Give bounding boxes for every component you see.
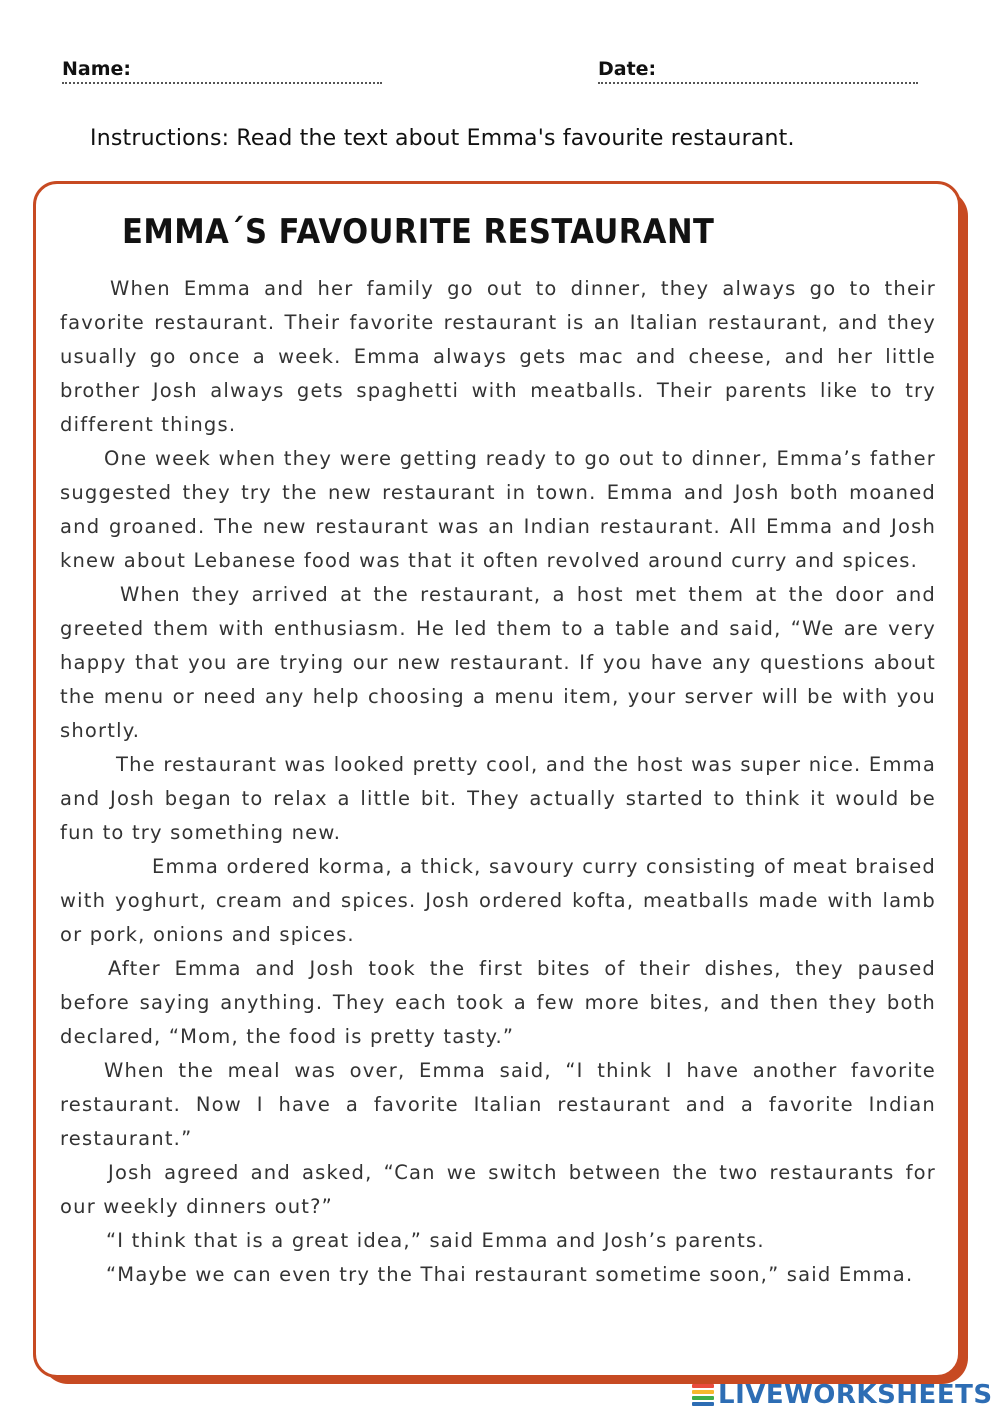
name-label: Name:	[62, 58, 132, 80]
paragraph: “I think that is a great idea,” said Emma and Josh’s parents.	[106, 1229, 765, 1252]
paragraph: One week when they were getting ready to go out to dinner, Emma’s father suggested they try the new restaurant in town. Emma and Josh both moaned and groaned. The new restaurant was an Indian restaurant. All Emma and Josh knew about Lebanese food was that it often revolved around curry and spices.	[60, 447, 936, 572]
brand-logo[interactable]	[692, 1380, 993, 1410]
paragraph: When the meal was over, Emma said, “I think I have another favorite restaurant. Now I have a favorite Italian restaurant and a favorite Indian restaurant.”	[60, 1059, 936, 1150]
paragraph: When Emma and her family go out to dinner, they always go to their favorite restaurant. Their favorite restaurant is an Italian restaurant, and they usually go once a week. Emma always gets mac and cheese, and her little brother Josh always gets spaghetti with meatballs. Their parents like to try different things.	[60, 277, 936, 436]
story-title: EMMA´S FAVOURITE RESTAURANT	[122, 212, 715, 252]
date-line	[598, 82, 918, 84]
date-field[interactable]	[598, 58, 656, 80]
paragraph: When they arrived at the restaurant, a host met them at the door and greeted them with enthusiasm. He led them to a table and said, “We are very happy that you are trying our new restaurant. If you have any questions about the menu or need any help choosing a menu item, your server will be with you shortly.	[60, 583, 936, 742]
brand-name: LIVEWORKSHEETS	[718, 1380, 993, 1410]
paragraph: The restaurant was looked pretty cool, and the host was super nice. Emma and Josh began to relax a little bit. They actually started to think it would be fun to try something new.	[60, 753, 936, 844]
liveworksheets-icon	[692, 1383, 714, 1407]
story-text	[60, 272, 936, 1292]
paragraph: “Maybe we can even try the Thai restaurant sometime soon,” said Emma.	[106, 1263, 914, 1286]
instructions: Instructions: Read the text about Emma's favourite restaurant.	[90, 126, 795, 151]
name-line	[62, 82, 382, 84]
date-label: Date:	[598, 58, 657, 80]
paragraph: After Emma and Josh took the first bites of their dishes, they paused before saying anything. They each took a few more bites, and then they both declared, “Mom, the food is pretty tasty.”	[60, 957, 936, 1048]
name-field[interactable]	[62, 58, 131, 80]
paragraph: Emma ordered korma, a thick, savoury curry consisting of meat braised with yoghurt, cream and spices. Josh ordered kofta, meatballs made with lamb or pork, onions and spices.	[60, 855, 936, 946]
paragraph: Josh agreed and asked, “Can we switch between the two restaurants for our weekly dinners out?”	[60, 1161, 936, 1218]
